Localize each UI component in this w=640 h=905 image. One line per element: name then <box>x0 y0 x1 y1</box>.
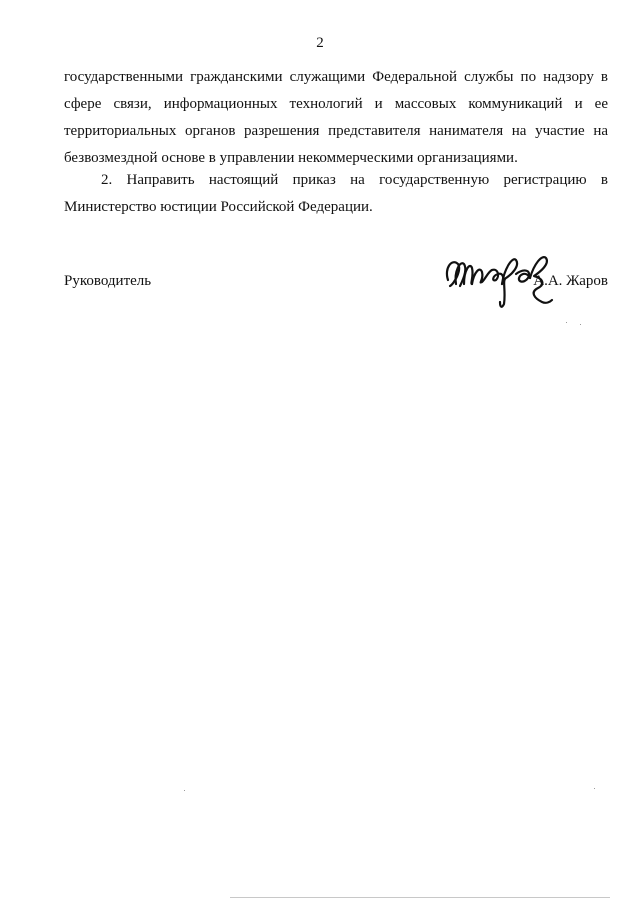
scan-edge-line <box>230 897 610 898</box>
paragraph-continuation: государственными гражданскими служащими Федеральной службы по надзору в сфере связи, информационных технологий и массовых коммуникаций и ее территориальных органов разрешения представителя нанимателя на участие на безвозмездной основе в управлении некоммерческими организациями. <box>64 69 608 166</box>
scan-artifact <box>184 790 185 791</box>
scan-artifact <box>580 324 581 325</box>
page-number: 2 <box>316 35 324 51</box>
signer-name: А.А. Жаров <box>533 273 608 289</box>
signer-title: Руководитель <box>64 273 152 289</box>
signature-block <box>64 250 608 330</box>
scan-artifact <box>566 322 567 323</box>
scan-artifact <box>594 788 595 789</box>
paragraph-item-2: 2. Направить настоящий приказ на государственную регистрацию в Министерство юстиции Российской Федерации. <box>64 172 608 215</box>
